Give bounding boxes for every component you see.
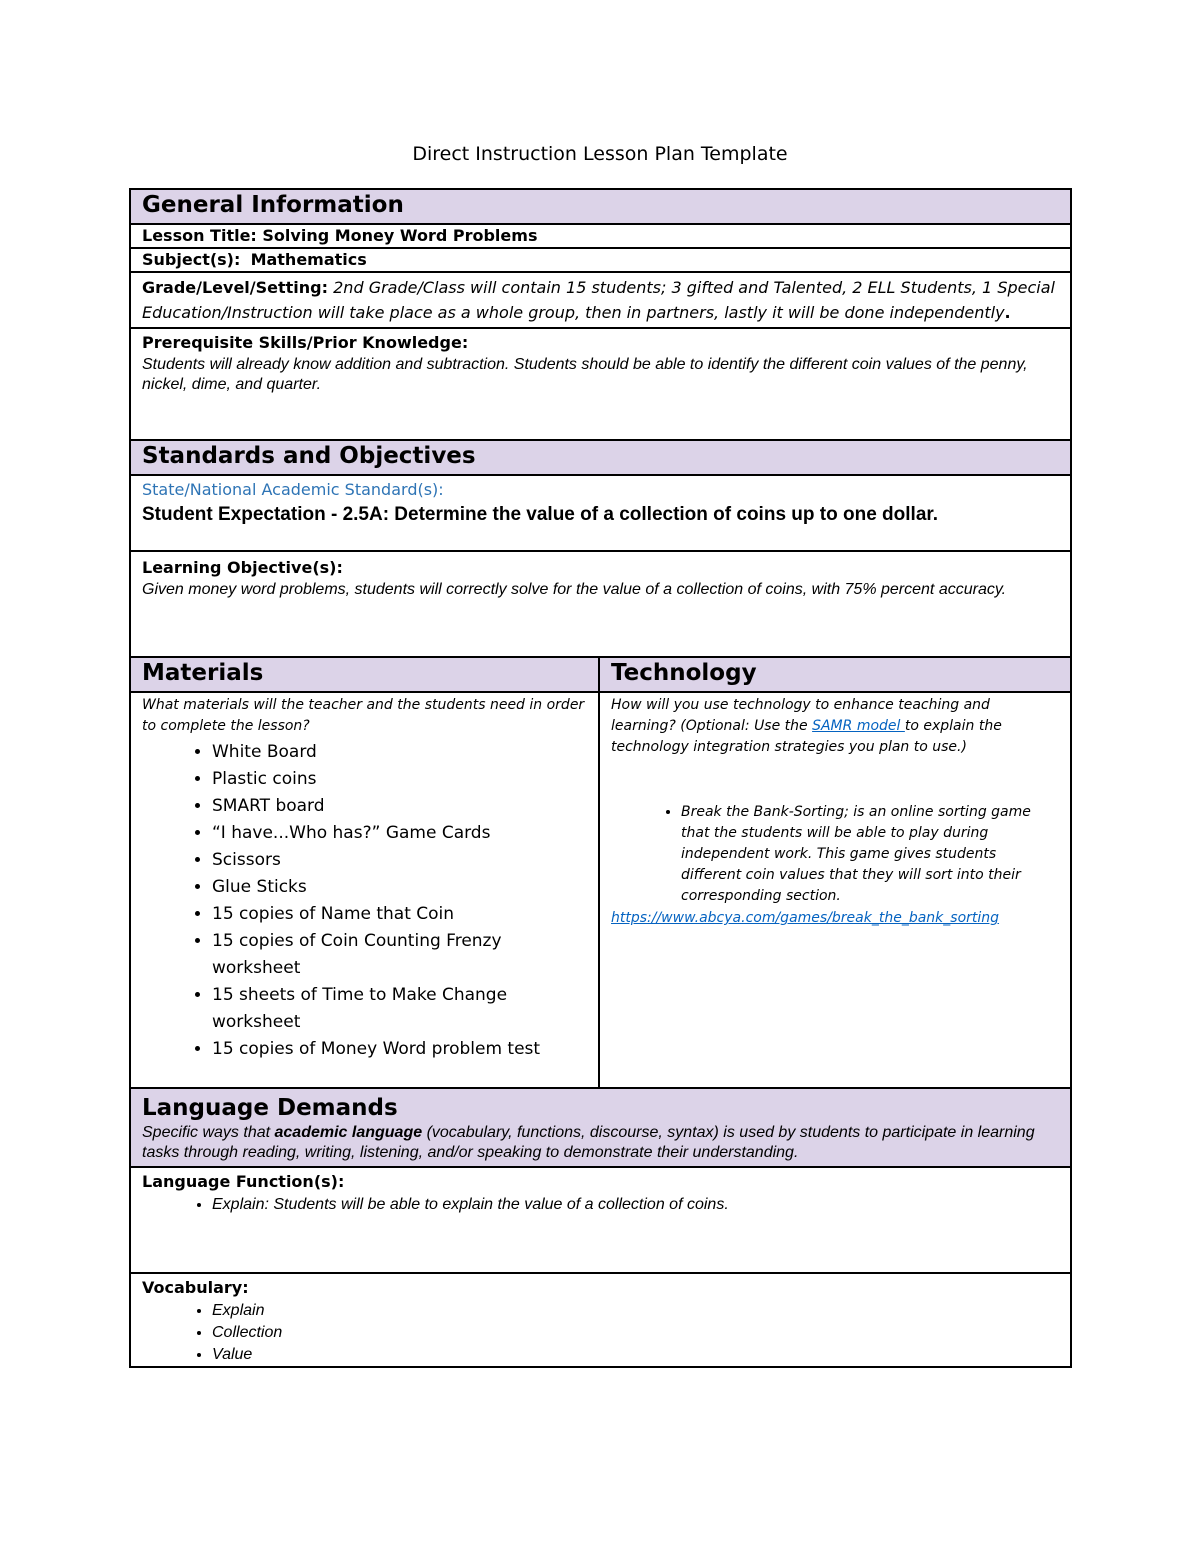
subjects-row bbox=[130, 248, 1071, 272]
list-item: • Collection bbox=[212, 1322, 1059, 1344]
vocabulary-list bbox=[142, 1300, 1059, 1366]
list-item: • 15 copies of Coin Counting Frenzy worksheet bbox=[212, 928, 587, 982]
page-title: Direct Instruction Lesson Plan Template bbox=[412, 143, 788, 165]
list-item: • “I have...Who has?” Game Cards bbox=[212, 820, 587, 847]
grade-label: Grade/Level/Setting: bbox=[142, 278, 329, 297]
list-item: • White Board bbox=[212, 739, 587, 766]
list-item: • Value bbox=[212, 1344, 1059, 1366]
samr-model-link[interactable]: SAMR model bbox=[812, 718, 905, 734]
list-item: • 15 copies of Money Word problem test bbox=[212, 1036, 587, 1063]
vocabulary-row bbox=[130, 1273, 1071, 1367]
lesson-title-row bbox=[130, 224, 1071, 248]
technology-prompt-text: How will you use technology to enhance teaching and learning? (Optional: Use the bbox=[611, 697, 990, 734]
technology-prompt-text-end: to explain the technology integration strategies you plan to use.) bbox=[611, 718, 1002, 755]
objective-value: Given money word problems, students will correctly solve for the value of a collection of coins, with 75% percent accuracy. bbox=[142, 581, 1007, 598]
language-demands-header bbox=[130, 1088, 1071, 1167]
grade-row bbox=[130, 272, 1071, 328]
break-the-bank-link[interactable]: https://www.abcya.com/games/break_the_bank_sorting bbox=[611, 910, 1000, 926]
grade-value: 2nd Grade/Class will contain 15 students; 3 gifted and Talented, 2 ELL Students, 1 Special Education/Instruction will take place as a whole group, then in partners, lastly it will be done independently bbox=[142, 278, 1055, 322]
standard-value: Student Expectation - 2.5A: Determine the value of a collection of coins up to one dollar. bbox=[142, 504, 939, 525]
language-demands-title: Language Demands bbox=[142, 1095, 398, 1121]
prereq-label: Prerequisite Skills/Prior Knowledge: bbox=[142, 333, 469, 352]
standards-header: Standards and Objectives bbox=[130, 440, 1071, 475]
vocabulary-label: Vocabulary: bbox=[142, 1278, 249, 1297]
prereq-row bbox=[130, 328, 1071, 440]
list-item: • Break the Bank-Sorting; is an online sorting game that the students will be able to play during independent work. This game gives students different coin values that they will sort into their corresponding section. bbox=[681, 802, 1059, 907]
grade-period: . bbox=[1004, 303, 1011, 322]
lesson-plan-table bbox=[129, 188, 1072, 1368]
materials-prompt: What materials will the teacher and the students need in order to complete the lesson? bbox=[142, 697, 585, 734]
list-item: • 15 copies of Name that Coin bbox=[212, 901, 587, 928]
list-item: • SMART board bbox=[212, 793, 587, 820]
lesson-title: Lesson Title: Solving Money Word Problems bbox=[142, 226, 538, 245]
general-information-header: General Information bbox=[130, 189, 1071, 224]
list-item: • Plastic coins bbox=[212, 766, 587, 793]
list-item: • Scissors bbox=[212, 847, 587, 874]
language-function-row bbox=[130, 1167, 1071, 1273]
objective-label: Learning Objective(s): bbox=[142, 558, 343, 577]
list-item: • Explain bbox=[212, 1300, 1059, 1322]
language-function-list bbox=[142, 1194, 1059, 1216]
list-item: • Glue Sticks bbox=[212, 874, 587, 901]
language-function-label: Language Function(s): bbox=[142, 1172, 345, 1191]
subjects-value: Mathematics bbox=[250, 250, 367, 269]
subjects-label: Subject(s): bbox=[142, 250, 241, 269]
standard-row bbox=[130, 475, 1071, 551]
language-demands-desc bbox=[142, 1123, 1059, 1163]
technology-header: Technology bbox=[599, 657, 1071, 692]
language-desc-text: Specific ways that bbox=[142, 1124, 275, 1141]
materials-header: Materials bbox=[130, 657, 599, 692]
technology-prompt bbox=[611, 695, 1059, 758]
list-item: • Explain: Students will be able to explain the value of a collection of coins. bbox=[212, 1194, 1059, 1216]
materials-cell bbox=[130, 692, 599, 1088]
objective-row bbox=[130, 551, 1071, 657]
materials-list bbox=[142, 739, 587, 1063]
list-item: • 15 sheets of Time to Make Change worksheet bbox=[212, 982, 587, 1036]
language-desc-bold: academic language bbox=[274, 1124, 423, 1141]
technology-cell bbox=[599, 692, 1071, 1088]
standard-label: State/National Academic Standard(s): bbox=[142, 480, 444, 499]
grade-text bbox=[142, 275, 1059, 325]
language-desc-text-end: (vocabulary, functions, discourse, syntax) is used by students to participate in learning tasks through reading, writing, listening, and/or speaking to demonstrate their understanding. bbox=[142, 1124, 1035, 1161]
technology-list bbox=[611, 802, 1059, 907]
prereq-value: Students will already know addition and subtraction. Students should be able to identify the different coin values of the penny, nickel, dime, and quarter. bbox=[142, 356, 1028, 393]
